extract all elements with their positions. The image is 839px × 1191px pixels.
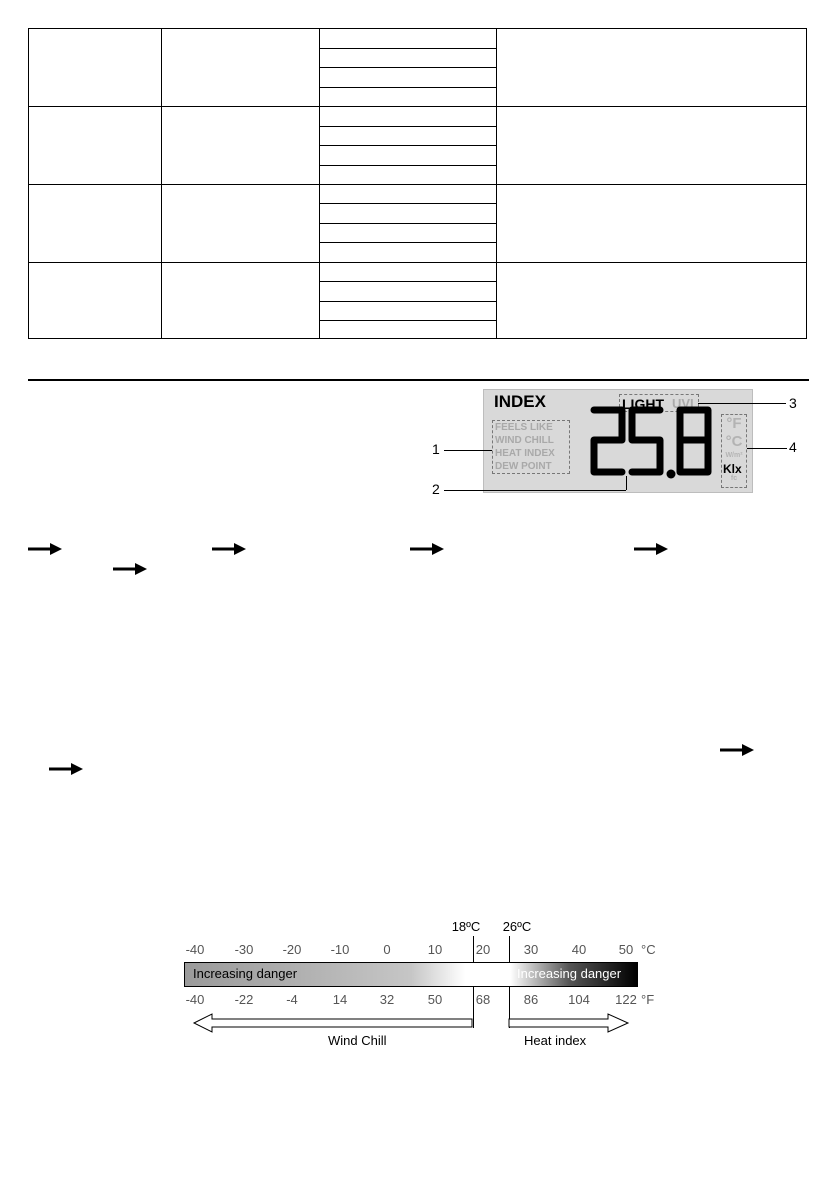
- heat-index-label: Heat index: [524, 1033, 587, 1048]
- fahrenheit-tick: 14: [332, 992, 348, 1007]
- celsius-tick: 20: [475, 942, 491, 957]
- lcd-wind-chill-text: WIND CHILL: [495, 435, 554, 446]
- celsius-tick: 0: [383, 942, 391, 957]
- table-subrow-divider: [319, 301, 496, 302]
- section-divider: [28, 379, 809, 381]
- celsius-tick: 30: [523, 942, 539, 957]
- lcd-feels-like-text: FEELS LIKE: [495, 422, 553, 433]
- mark-26c: 26ºC: [502, 919, 532, 934]
- wind-chill-arrow-icon: [192, 1012, 474, 1034]
- lcd-display: [483, 389, 753, 493]
- lcd-index-label: INDEX: [494, 392, 546, 411]
- right-arrow-icon: [49, 761, 83, 777]
- callout-4: 4: [789, 439, 797, 455]
- celsius-tick: 40: [571, 942, 587, 957]
- fahrenheit-tick: 122: [615, 992, 637, 1007]
- table-row-divider: [29, 262, 806, 263]
- heat-index-arrow-icon: [508, 1012, 630, 1034]
- table-subrow-divider: [319, 203, 496, 204]
- table-row-divider: [29, 106, 806, 107]
- right-arrow-icon: [720, 742, 754, 758]
- celsius-tick: -20: [282, 942, 302, 957]
- celsius-tick: 50: [618, 942, 634, 957]
- table-subrow-divider: [319, 242, 496, 243]
- lcd-unit-c: °C: [725, 433, 743, 450]
- table-subrow-divider: [319, 67, 496, 68]
- wind-chill-label: Wind Chill: [328, 1033, 387, 1048]
- fahrenheit-tick: -22: [234, 992, 254, 1007]
- callout-line: [626, 476, 627, 490]
- seven-segment-digits: [588, 402, 718, 482]
- right-arrow-icon: [28, 541, 62, 557]
- fahrenheit-tick: 104: [568, 992, 590, 1007]
- right-arrow-icon: [410, 541, 444, 557]
- lcd-heat-index-text: HEAT INDEX: [495, 448, 555, 459]
- callout-line: [698, 403, 786, 404]
- callout-3: 3: [789, 395, 797, 411]
- mark-18c: 18ºC: [451, 919, 481, 934]
- fahrenheit-tick: 86: [523, 992, 539, 1007]
- fahrenheit-tick: -40: [185, 992, 205, 1007]
- right-arrow-icon: [212, 541, 246, 557]
- celsius-tick: -30: [234, 942, 254, 957]
- lcd-light-label: LIGHT: [622, 396, 664, 412]
- fahrenheit-tick: -4: [286, 992, 298, 1007]
- celsius-tick: 10: [427, 942, 443, 957]
- lcd-unit-f: °F: [726, 415, 742, 432]
- lcd-unit-klx: Klx: [723, 462, 742, 476]
- lcd-unit-misc2: fc: [730, 475, 738, 482]
- lcd-dew-point-text: DEW POINT: [495, 461, 552, 472]
- callout-2: 2: [432, 481, 440, 497]
- table-row-divider: [29, 184, 806, 185]
- left-danger-label: Increasing danger: [193, 966, 298, 981]
- settings-table: [28, 28, 807, 339]
- celsius-tick: -10: [330, 942, 350, 957]
- callout-line: [444, 450, 492, 451]
- lcd-unit-misc1: W/m²: [725, 452, 743, 459]
- table-subrow-divider: [319, 281, 496, 282]
- lcd-unit-group: [721, 414, 747, 488]
- lcd-uv-label: UVI: [672, 396, 694, 411]
- lcd-feels-like-group: [492, 420, 570, 474]
- fahrenheit-tick: 32: [379, 992, 395, 1007]
- right-arrow-icon: [113, 561, 147, 577]
- table-subrow-divider: [319, 320, 496, 321]
- right-arrow-icon: [634, 541, 668, 557]
- table-subrow-divider: [319, 48, 496, 49]
- lcd-reading: [588, 402, 718, 487]
- celsius-tick: -40: [185, 942, 205, 957]
- fahrenheit-tick: 68: [475, 992, 491, 1007]
- table-subrow-divider: [319, 165, 496, 166]
- table-subrow-divider: [319, 126, 496, 127]
- table-subrow-divider: [319, 223, 496, 224]
- celsius-unit: °C: [641, 942, 656, 957]
- callout-line: [747, 448, 787, 449]
- table-subrow-divider: [319, 145, 496, 146]
- table-subrow-divider: [319, 87, 496, 88]
- callout-line: [444, 490, 626, 491]
- callout-1: 1: [432, 441, 440, 457]
- fahrenheit-unit: °F: [641, 992, 655, 1007]
- right-danger-label: Increasing danger: [517, 966, 622, 981]
- fahrenheit-tick: 50: [427, 992, 443, 1007]
